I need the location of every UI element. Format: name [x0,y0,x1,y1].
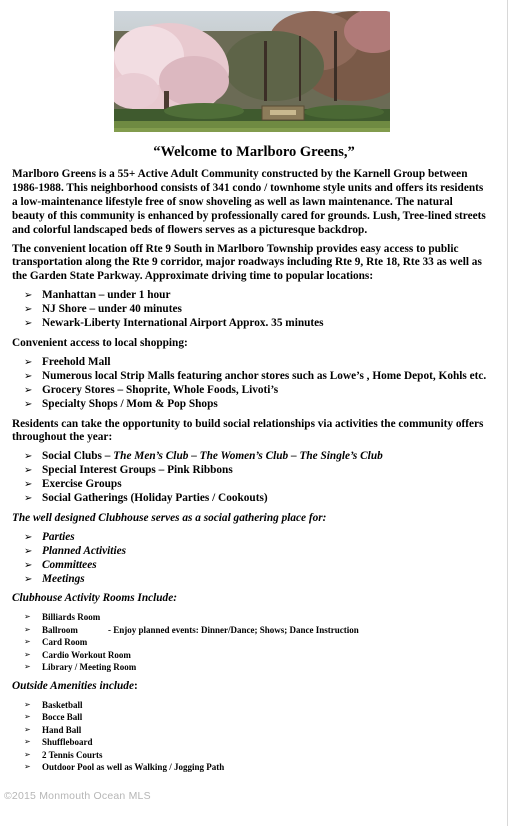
driving-times-list [12,289,488,331]
list-item: ➢ Numerous local Strip Malls featuring anchor stores such as Lowe’s , Home Depot, Kohls etc. [12,370,488,384]
list-item: ➢ Planned Activities [12,545,488,559]
list-item: ➢ Billiards Room [12,611,488,624]
list-item: ➢ Exercise Groups [12,478,488,492]
list-item: ➢ Social Gatherings (Holiday Parties / Cookouts) [12,492,488,506]
social-intro: Residents can take the opportunity to build social relationships via activities the community offers throughout the year: [12,417,484,444]
social-clubs-label: Social Clubs – [42,450,114,463]
document-body [12,168,488,780]
mls-watermark: ©2015 Monmouth Ocean MLS [4,790,151,802]
list-item: ➢ Grocery Stores – Shoprite, Whole Foods, Livoti’s [12,384,488,398]
list-item: ➢ Shuffleboard [12,736,488,749]
list-item [12,450,488,464]
list-item: ➢ Hand Ball [12,724,488,737]
clubhouse-heading: The well designed Clubhouse serves as a social gathering place for: [12,511,327,524]
list-item: ➢ Cardio Workout Room [12,649,488,662]
ballroom-note: - Enjoy planned events: Dinner/Dance; Shows; Dance Instruction [108,624,359,635]
list-item: ➢ Outdoor Pool as well as Walking / Jogging Path [12,761,488,774]
list-item: ➢ 2 Tennis Courts [12,749,488,762]
social-list [12,450,488,506]
outside-heading [12,680,488,694]
location-paragraph: The convenient location off Rte 9 South in Marlboro Township provides easy access to public transportation along the Rte 9 corridor, major roadways including Rte 9, Rte 18, Rte 33 as well as the Garden State Parkway. Approximate driving time to popular locations: [12,242,482,283]
rooms-heading: Clubhouse Activity Rooms Include: [12,592,177,605]
list-item: ➢ Newark-Liberty International Airport Approx. 35 minutes [12,317,488,331]
rooms-list [12,611,488,674]
list-item: ➢ NJ Shore – under 40 minutes [12,303,488,317]
list-item: ➢ Committees [12,559,488,573]
list-item: ➢ Basketball [12,699,488,712]
list-item [12,624,488,637]
outside-heading-text: Outside Amenities include [12,679,134,692]
list-item: ➢ Special Interest Groups – Pink Ribbons [12,464,488,478]
outside-heading-colon: : [133,679,138,692]
community-entrance-photo [114,11,390,132]
ballroom-label: Ballroom [42,624,78,635]
social-clubs-names: The Men’s Club – The Women’s Club – The Single’s Club [113,450,383,463]
list-item: ➢ Freehold Mall [12,356,488,370]
intro-paragraph: Marlboro Greens is a 55+ Active Adult Community constructed by the Karnell Group between 1986-1988. This neighborhood consists of 341 condo / townhome style units and offers its residents a low-maintenance lifestyle free of snow shoveling as well as lawn maintenance. The natural beauty of this community is enhanced by professionally cared for grounds. Lush, Tree-lined streets and colorful landscaped beds of flowers serves as a picturesque backdrop. [12,168,486,236]
list-item: ➢ Manhattan – under 1 hour [12,289,488,303]
shopping-heading: Convenient access to local shopping: [12,336,188,349]
list-item: ➢ Card Room [12,636,488,649]
page-title: “Welcome to Marlboro Greens,” [153,144,355,160]
clubhouse-list [12,531,488,587]
list-item: ➢ Bocce Ball [12,711,488,724]
list-item: ➢ Meetings [12,573,488,587]
shopping-list [12,356,488,412]
list-item: ➢ Specialty Shops / Mom & Pop Shops [12,398,488,412]
list-item: ➢ Library / Meeting Room [12,661,488,674]
outside-list [12,699,488,774]
list-item: ➢ Parties [12,531,488,545]
